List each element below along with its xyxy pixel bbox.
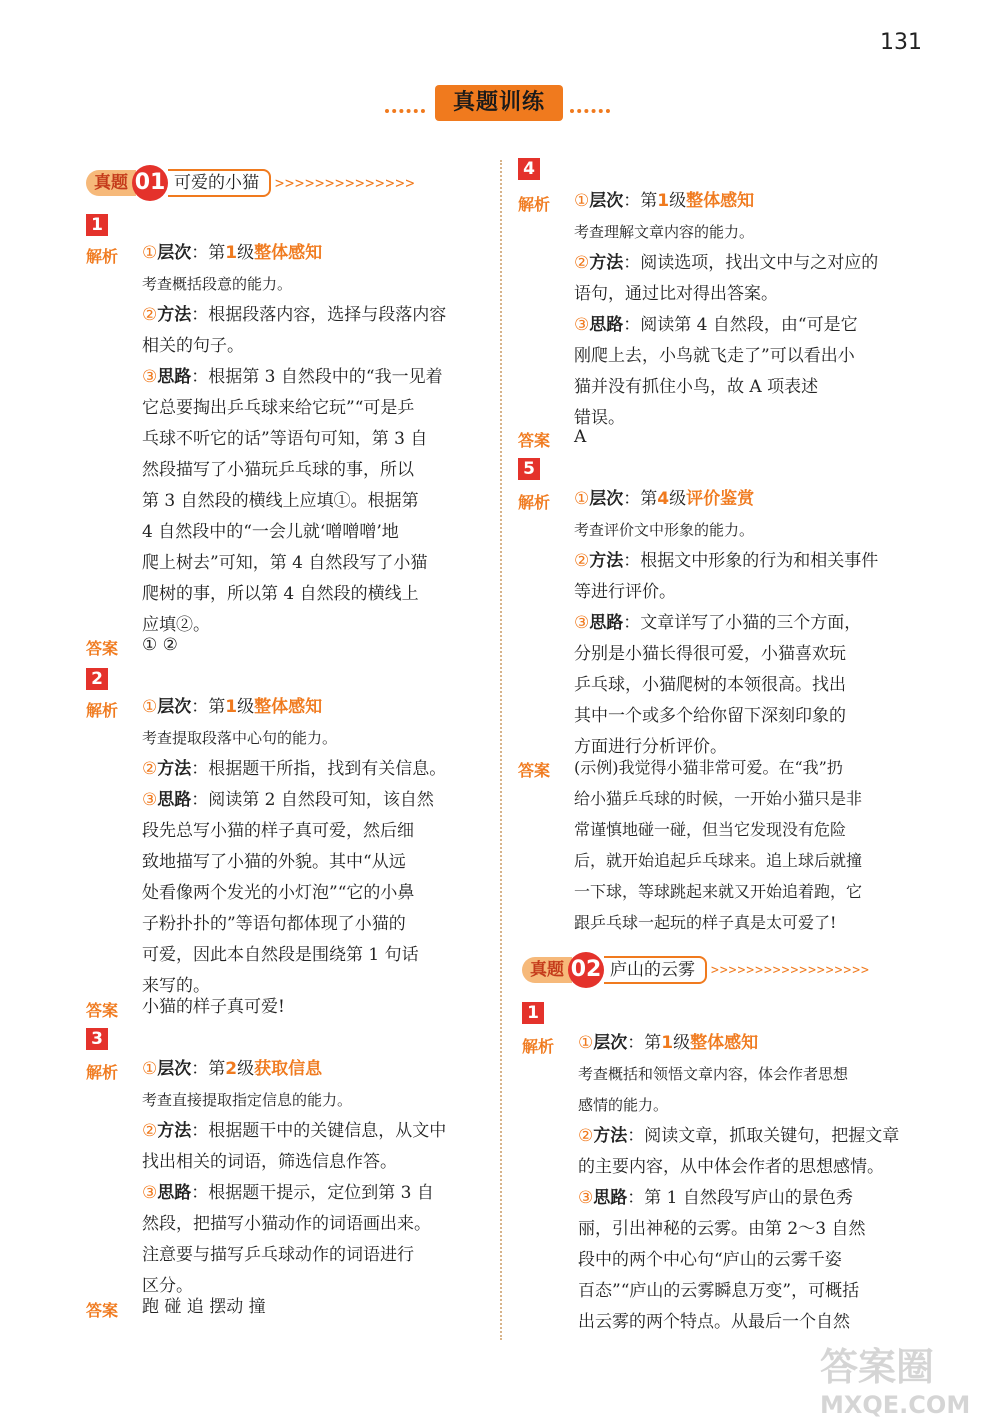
column-divider — [500, 160, 502, 1340]
q5-analysis: ①层次：第4级评价鉴赏 考查评价文中形象的能力。 ②方法：根据文中形象的行为和相关事件 等进行评价。 ③思路：文章详写了小猫的三个方面， 分别是小猫长得很可爱，小猫喜欢玩 乒乓球，小猫爬树的本领很高。找出 其中一个或多个给你留下深刻印象的 方面进行分析评价。 — [574, 489, 879, 757]
analysis-label: 解析 — [86, 701, 119, 720]
section-banner — [0, 85, 1000, 125]
answer-label: 答案 — [518, 761, 551, 780]
q2-analysis: ①层次：第1级整体感知 考查提取段落中心句的能力。 ②方法：根据题干所指，找到有关信息。 ③思路：阅读第 2 自然段可知，该自然 段先总写小猫的样子真可爱，然后细 致地描写了小猫的外貌。其中“从远 处看像两个发光的小灯泡”“它的小鼻 子粉扑扑的”等语句都体现了小猫的 可爱，因此本自然段是围绕第 1 句话 来写的。 — [142, 697, 447, 996]
q4-analysis: ①层次：第1级整体感知 考查理解文章内容的能力。 ②方法：阅读选项，找出文中与之对应的 语句，通过比对得出答案。 ③思路：阅读第 4 自然段，由“可是它 刚爬上去，小鸟就飞走了”可以看出小 猫并没有抓住小鸟，故 A 项表述 错误。 — [574, 191, 879, 428]
q3-analysis: ①层次：第2级获取信息 考查直接提取指定信息的能力。 ②方法：根据题干中的关键信息，从文中 找出相关的词语，筛选信息作答。 ③思路：根据题干提示，定位到第 3 自 然段，把描写小猫动作的词语画出来。 注意要与描写乒乓球动作的词语进行 区分。 — [142, 1059, 447, 1296]
section-tag: 真题 — [522, 957, 572, 983]
r-q1-analysis: ①层次：第1级整体感知 考查概括和领悟文章内容，体会作者思想 感情的能力。 ②方法：阅读文章，抓取关键句，把握文章 的主要内容，从中体会作者的思想感情。 ③思路：第 1 自然段写庐山的景色秀 丽，引出神秘的云雾。由第 2～3 自然 段中的两个中心句“庐山的云雾千姿 百态”“庐山的云雾瞬息万变”，可概括 出云雾的两个特点。从最后一个自然 — [578, 1033, 900, 1332]
answer-label: 答案 — [86, 1301, 119, 1320]
analysis-label: 解析 — [86, 247, 119, 266]
analysis-label: 解析 — [518, 195, 551, 214]
answer-label: 答案 — [518, 431, 551, 450]
watermark-logo: 答案圈 MXQE.COM — [820, 1345, 971, 1419]
question-number: 3 — [86, 1028, 108, 1050]
section-arrows: >>>>>>>>>>>>>> — [275, 174, 416, 192]
analysis-label: 解析 — [522, 1037, 555, 1056]
section-tag: 真题 — [86, 170, 136, 196]
answer-label: 答案 — [86, 1001, 119, 1020]
banner-dots-left — [385, 109, 425, 117]
section-title: 可爱的小猫 — [168, 169, 271, 197]
question-number: 4 — [518, 158, 540, 180]
question-number: 1 — [86, 214, 108, 236]
q3-answer: 跑 碰 追 摆动 撞 — [142, 1297, 266, 1317]
q4-answer: A — [574, 427, 587, 447]
answer-label: 答案 — [86, 639, 119, 658]
section-header-02 — [522, 953, 870, 987]
section-arrows: >>>>>>>>>>>>>>>>>> — [711, 962, 870, 978]
q1-answer: ① ② — [142, 635, 178, 655]
question-number: 2 — [86, 668, 108, 690]
q1-analysis: ①层次：第1级整体感知 考查概括段意的能力。 ②方法：根据段落内容，选择与段落内容 相关的句子。 ③思路：根据第 3 自然段中的“我一见着 它总要掏出乒乓球来给它玩”“可是乒 乓球不听它的话”等语句可知，第 3 自 然段描写了小猫玩乒乓球的事，所以 第 3 自然段的横线上应填①。根据第 4 自然段中的“一会儿就‘噌噌噌’地 爬上树去”可知，第 4 自然段写了小猫 爬树的事，所以第 4 自然段的横线上 应填②。 — [142, 243, 447, 635]
analysis-label: 解析 — [518, 493, 551, 512]
section-header-01 — [86, 166, 415, 200]
banner-dots-right — [570, 109, 610, 117]
section-number: 01 — [132, 165, 168, 201]
section-number: 02 — [568, 952, 604, 988]
q5-answer: (示例)我觉得小猫非常可爱。在“我”扔 给小猫乒乓球的时候，一开始小猫只是非 常谨慎地碰一碰，但当它发现没有危险 后，就开始追起乒乓球来。追上球后就撞 一下球，等球跳起来就又开始追着跑，它 跟乒乓球一起玩的样子真是太可爱了! — [574, 758, 863, 932]
section-title: 庐山的云雾 — [604, 956, 707, 984]
banner-title: 真题训练 — [435, 85, 563, 121]
page-number: 131 — [880, 30, 922, 55]
question-number: 1 — [522, 1002, 544, 1024]
question-number: 5 — [518, 458, 540, 480]
analysis-label: 解析 — [86, 1063, 119, 1082]
q2-answer: 小猫的样子真可爱! — [142, 997, 285, 1017]
